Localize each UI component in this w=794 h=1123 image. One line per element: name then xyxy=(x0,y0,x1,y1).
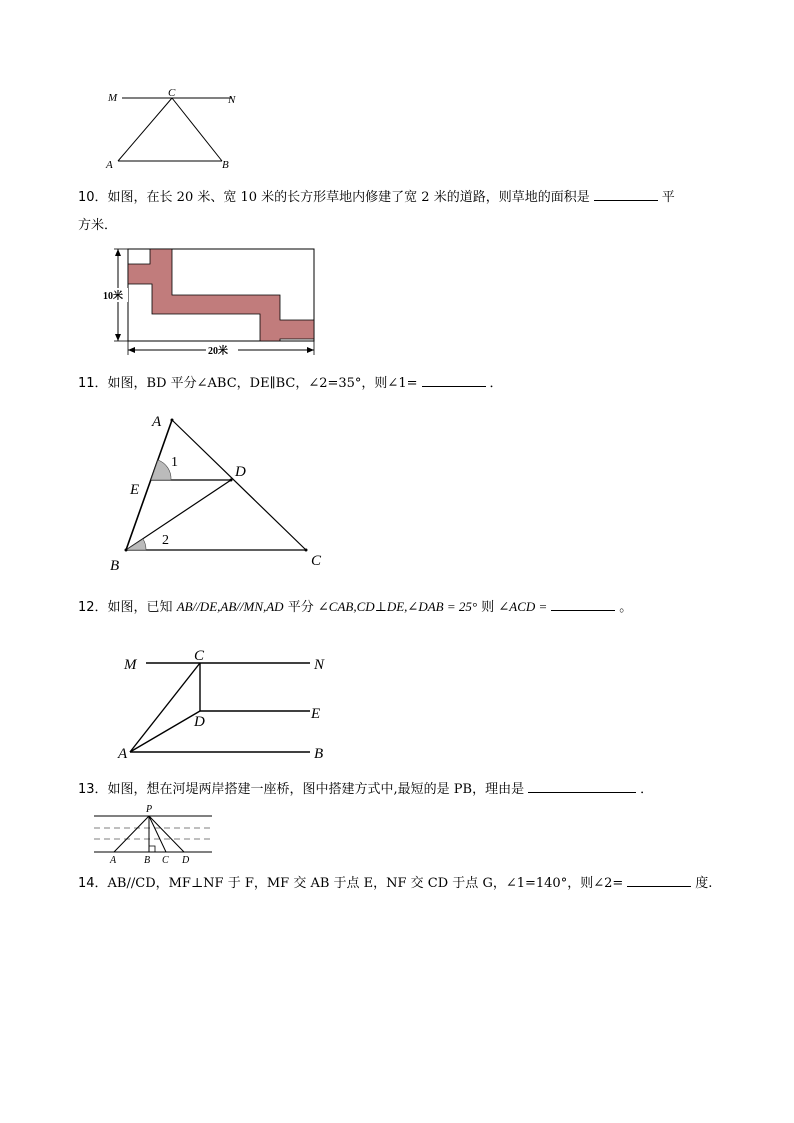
formula-3: ∠ACD = xyxy=(498,599,548,614)
label-b: B xyxy=(110,558,120,574)
question-text-line2: 方米． xyxy=(78,218,118,233)
question-text: 如图，BD 平分∠ABC，DE∥BC，∠2=35°，则∠1= xyxy=(107,376,418,391)
question-14 xyxy=(78,872,712,894)
arrow-down-icon xyxy=(115,334,121,341)
label-e: E xyxy=(311,706,321,722)
triangle-bisector-figure xyxy=(104,408,334,578)
question-text-after: 。 xyxy=(619,600,633,615)
figure-q12 xyxy=(110,644,340,766)
label-c: C xyxy=(162,855,169,866)
question-text-mid2: 则 xyxy=(481,600,495,615)
segment-pd xyxy=(149,816,184,852)
label-a: A xyxy=(110,855,117,866)
answer-blank[interactable] xyxy=(594,186,658,201)
length-label: 20米 xyxy=(208,346,228,357)
question-number: 13． xyxy=(78,782,108,797)
question-11 xyxy=(78,372,503,394)
answer-blank[interactable] xyxy=(422,372,486,387)
question-text-after: 度. xyxy=(695,876,713,891)
label-d: D xyxy=(194,714,205,730)
figure-q10 xyxy=(100,244,324,360)
question-text-mid1: 平分 xyxy=(287,600,314,615)
answer-blank[interactable] xyxy=(627,872,691,887)
question-text: 如图，在长 20 米、宽 10 米的长方形草地内修建了宽 2 米的道路，则草地的面积是 xyxy=(107,190,590,205)
formula: AB//DE,AB//MN,AD xyxy=(176,599,284,614)
question-text-after: 平 xyxy=(661,190,675,205)
label-c: C xyxy=(311,553,322,569)
label-a: A xyxy=(106,159,113,171)
label-b: B xyxy=(222,159,229,171)
segment-ac xyxy=(130,663,200,752)
question-number: 12． xyxy=(78,600,108,615)
label-n: N xyxy=(314,657,325,673)
label-c: C xyxy=(168,87,176,99)
label-d: D xyxy=(235,464,246,480)
width-label: 10米 xyxy=(103,291,123,302)
question-12 xyxy=(78,596,632,618)
point-b xyxy=(125,549,128,552)
label-p: P xyxy=(146,804,153,815)
arrow-right-icon xyxy=(307,347,314,353)
label-a: A xyxy=(152,414,162,430)
point-a xyxy=(171,419,174,422)
question-text: 如图，已知 xyxy=(107,600,173,615)
question-text-after: ． xyxy=(640,782,654,797)
parallel-lines-figure xyxy=(110,644,340,766)
angle-2-label: 2 xyxy=(162,533,169,548)
question-number: 11． xyxy=(78,376,108,391)
answer-blank[interactable] xyxy=(528,778,636,793)
question-10 xyxy=(78,186,675,208)
segment-pa xyxy=(114,816,149,852)
question-text-after: ． xyxy=(489,376,503,391)
road-shape xyxy=(128,249,314,341)
question-text: AB//CD，MF⊥NF 于 F，MF 交 AB 于点 E，NF 交 CD 于点 G，∠1=140°，则∠2= xyxy=(107,876,624,891)
label-n: N xyxy=(228,94,236,106)
formula-2: ∠CAB,CD⊥DE,∠DAB = 25° xyxy=(317,599,478,614)
figure-q11 xyxy=(104,408,334,578)
lawn-road-figure xyxy=(100,244,324,360)
segment-ad xyxy=(130,711,200,752)
segment-ca xyxy=(118,98,172,161)
figure-q13 xyxy=(94,802,214,866)
river-bridge-figure xyxy=(94,802,214,866)
answer-blank[interactable] xyxy=(551,596,615,611)
label-e: E xyxy=(130,482,140,498)
segment-pc xyxy=(149,816,166,852)
arrow-left-icon xyxy=(128,347,135,353)
triangle-parallel-figure xyxy=(100,84,250,172)
arrow-up-icon xyxy=(115,249,121,256)
right-angle-mark xyxy=(149,846,155,852)
figure-q9 xyxy=(100,84,250,172)
point-d xyxy=(230,479,233,482)
question-number: 14． xyxy=(78,876,108,891)
label-d: D xyxy=(182,855,190,866)
point-c xyxy=(305,549,308,552)
question-text: 如图，想在河堤两岸搭建一座桥，图中搭建方式中,最短的是 PB，理由是 xyxy=(107,782,525,797)
label-a: A xyxy=(118,746,128,762)
segment-ac xyxy=(172,420,306,550)
segment-cb xyxy=(172,98,222,161)
question-number: 10． xyxy=(78,190,108,205)
label-b: B xyxy=(144,855,151,866)
label-m: M xyxy=(124,657,137,673)
question-10-line2 xyxy=(78,216,117,236)
question-13 xyxy=(78,778,653,800)
label-b: B xyxy=(314,746,324,762)
angle-1-label: 1 xyxy=(171,455,178,470)
label-m: M xyxy=(108,92,118,104)
label-c: C xyxy=(194,648,205,664)
